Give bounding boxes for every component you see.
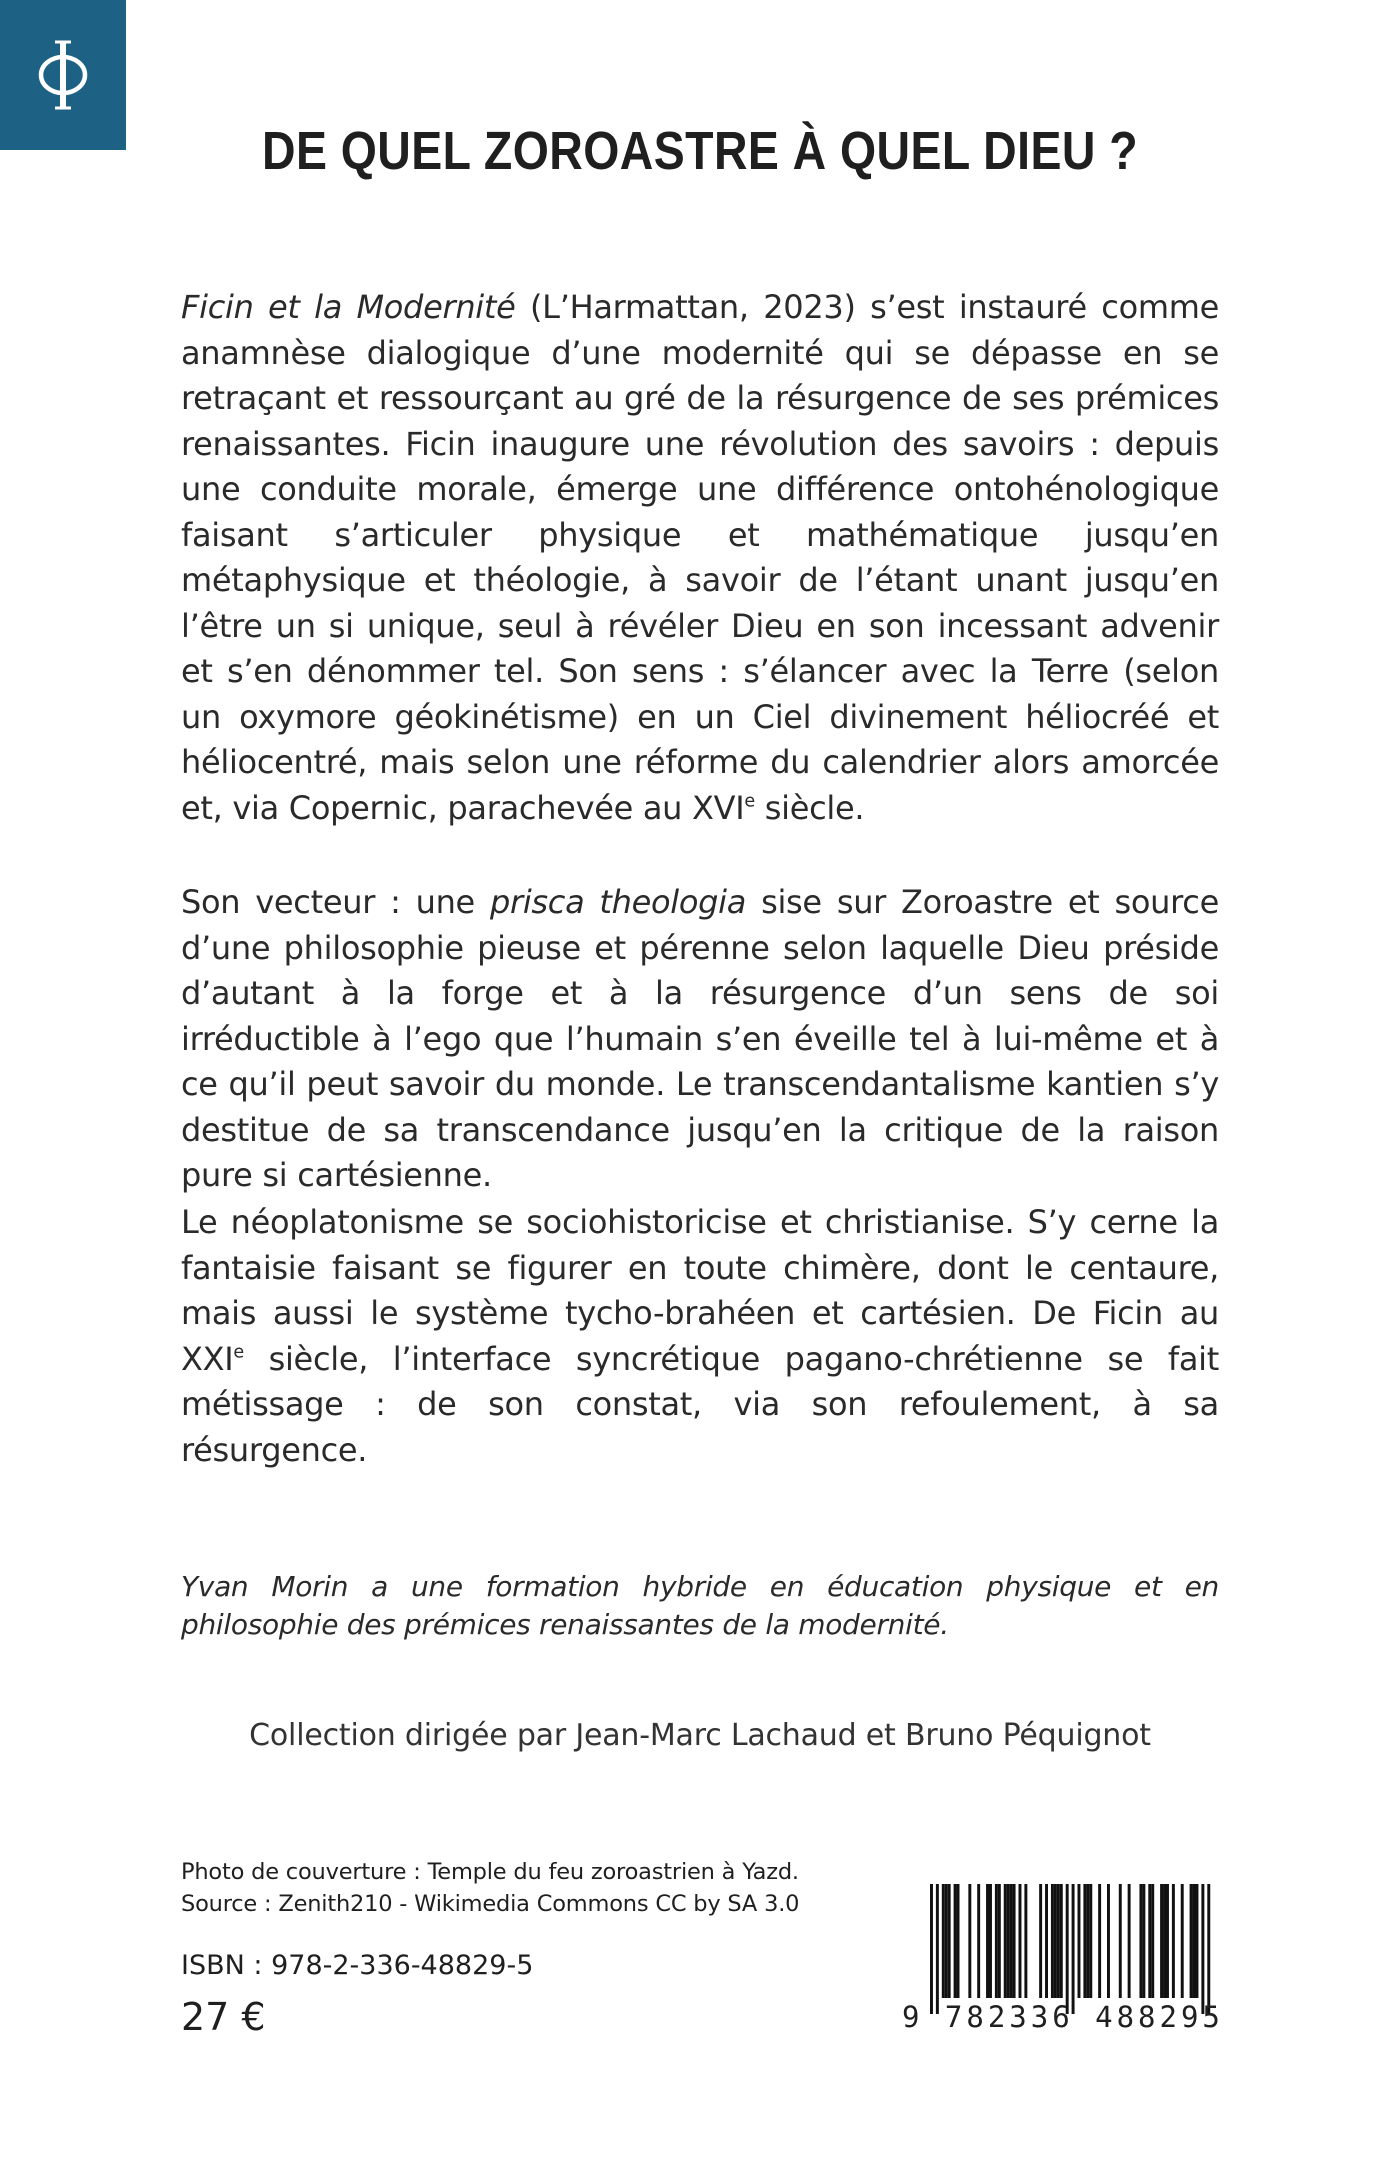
blurb-paragraph-3: [181, 1200, 1219, 1473]
barcode-bar: [1019, 1884, 1022, 1998]
barcode-bar: [1139, 1884, 1142, 1998]
barcode-bar: [1054, 1884, 1057, 1998]
barcode-bar: [977, 1884, 980, 1998]
barcode-bar: [1057, 1884, 1060, 1998]
paragraph-text: Le néoplatonisme se sociohistoricise et christianise. S’y cerne la fantaisie faisant se figurer en toute chimère, dont le centaure, mais aussi le système tycho-brahéen et cartésien. De Ficin au XXI: [181, 1203, 1219, 1378]
paragraph-text: siècle, l’interface syncrétique pagano-chrétienne se fait métissage : de son constat, via son refoulement, à sa résurgence.: [181, 1339, 1219, 1469]
author-bio-text: a une formation hybride en éducation physique et en philosophie des prémices renaissantes de la modernité.: [181, 1570, 1219, 1641]
photo-credits: [181, 1856, 799, 1920]
barcode-bar: [1151, 1884, 1154, 1998]
price: 27 €: [181, 1995, 266, 2039]
blurb-paragraph-1: [181, 285, 1219, 831]
barcode-bar: [1086, 1884, 1089, 1998]
barcode-bar: [1163, 1884, 1166, 1998]
barcode-bar: [968, 1884, 971, 1998]
barcode-bar: [1066, 1884, 1069, 2014]
barcode-bar: [1166, 1884, 1169, 1998]
ordinal-superscript: e: [233, 1342, 244, 1363]
barcode-bar: [1160, 1884, 1163, 1998]
author-bio: [181, 1568, 1219, 1644]
barcode-bar: [942, 1884, 945, 1998]
barcode-bar: [945, 1884, 948, 1998]
barcode-bar: [1013, 1884, 1016, 1998]
barcode-bar: [1181, 1884, 1184, 1998]
blurb-paragraph-2: [181, 880, 1219, 1199]
paragraph-text: siècle.: [754, 788, 865, 827]
barcode-bar: [1107, 1884, 1110, 1998]
barcode-bar: [1078, 1884, 1081, 1998]
barcode-bar: [995, 1884, 998, 1998]
barcode-bar: [954, 1884, 957, 1998]
barcode-bar: [1007, 1884, 1010, 1998]
barcode-bar: [1148, 1884, 1151, 1998]
phi-icon: [28, 35, 98, 115]
italic-term: prisca theologia: [489, 883, 747, 921]
barcode-bar: [1083, 1884, 1086, 1998]
paragraph-text: Son vecteur : une: [181, 883, 490, 921]
barcode-bar: [1089, 1884, 1092, 1998]
barcode-bar: [957, 1884, 960, 1998]
paragraph-text: sise sur Zoroastre et source d’une philosophie pieuse et pérenne selon laquelle Dieu préside d’autant à la forge et à la résurgence d’un sens de soi irréductible à l’ego que l’humain s’en éveille tel à lui-même et à ce qu’il peut savoir du monde. Le transcendantalisme kantien s’y destitue de sa transcendance jusqu’en la critique de la raison pure si cartésienne.: [181, 883, 1219, 1194]
barcode-bar: [1051, 1884, 1054, 1998]
barcode-bar: [1142, 1884, 1145, 1998]
author-name: Yvan Morin: [181, 1570, 349, 1603]
barcode-bar: [1128, 1884, 1131, 1998]
photo-source: Source : Zenith210 - Wikimedia Commons CC by SA 3.0: [181, 1891, 800, 1917]
barcode-bar: [1196, 1884, 1199, 1998]
barcode-bar: [948, 1884, 951, 1998]
barcode-bar: [1201, 1884, 1204, 2014]
barcode-bar: [936, 1884, 939, 2014]
barcode: [902, 1884, 1232, 2040]
barcode-bar: [1098, 1884, 1101, 1998]
barcode-bar: [1072, 1884, 1075, 2014]
barcode-bar: [986, 1884, 989, 1998]
barcode-bar: [1060, 1884, 1063, 1998]
photo-caption: Photo de couverture : Temple du feu zoroastrien à Yazd.: [181, 1859, 799, 1885]
barcode-bar: [998, 1884, 1001, 1998]
barcode-bar: [1045, 1884, 1048, 1998]
barcode-bar: [1004, 1884, 1007, 1998]
barcode-bar: [989, 1884, 992, 1998]
barcode-bar: [1190, 1884, 1193, 1998]
book-reference: Ficin et la Modernité: [181, 288, 516, 326]
barcode-bar: [1172, 1884, 1175, 1998]
barcode-bar: [1010, 1884, 1013, 1998]
paragraph-text: (L’Harmattan, 2023) s’est instauré comme anamnèse dialogique d’une modernité qui se dépasse en se retraçant et ressourçant au gré de la résurgence de ses prémices renaissantes. Ficin inaugure une révolution des savoirs : depuis une conduite morale, émerge une différence ontohénologique faisant s’articuler physique et mathématique jusqu’en métaphysique et théologie, à savoir de l’étant unant jusqu’en l’être un si unique, seul à révéler Dieu en son incessant advenir et s’en dénommer tel. Son sens : s’élancer avec la Terre (selon un oxymore géokinétisme) en un Ciel divinement héliocréé et héliocentré, mais selon une réforme du calendrier alors amorcée et, via Copernic, parachevée au XVI: [181, 288, 1220, 827]
collection-credit: Collection dirigée par Jean-Marc Lachaud et Bruno Péquignot: [249, 1718, 1151, 1753]
book-title: DE QUEL ZOROASTRE À QUEL DIEU ?: [262, 121, 1138, 181]
barcode-bar: [930, 1884, 933, 2014]
barcode-bar: [1024, 1884, 1027, 1998]
ordinal-superscript: e: [744, 791, 755, 812]
barcode-bar: [1039, 1884, 1042, 1998]
barcode-bar: [1207, 1884, 1210, 2014]
barcode-bar: [1193, 1884, 1196, 1998]
isbn-number: ISBN : 978-2-336-48829-5: [181, 1950, 534, 1981]
barcode-digits: 9 782336 488295: [902, 2000, 1224, 2034]
barcode-bar: [1119, 1884, 1122, 1998]
